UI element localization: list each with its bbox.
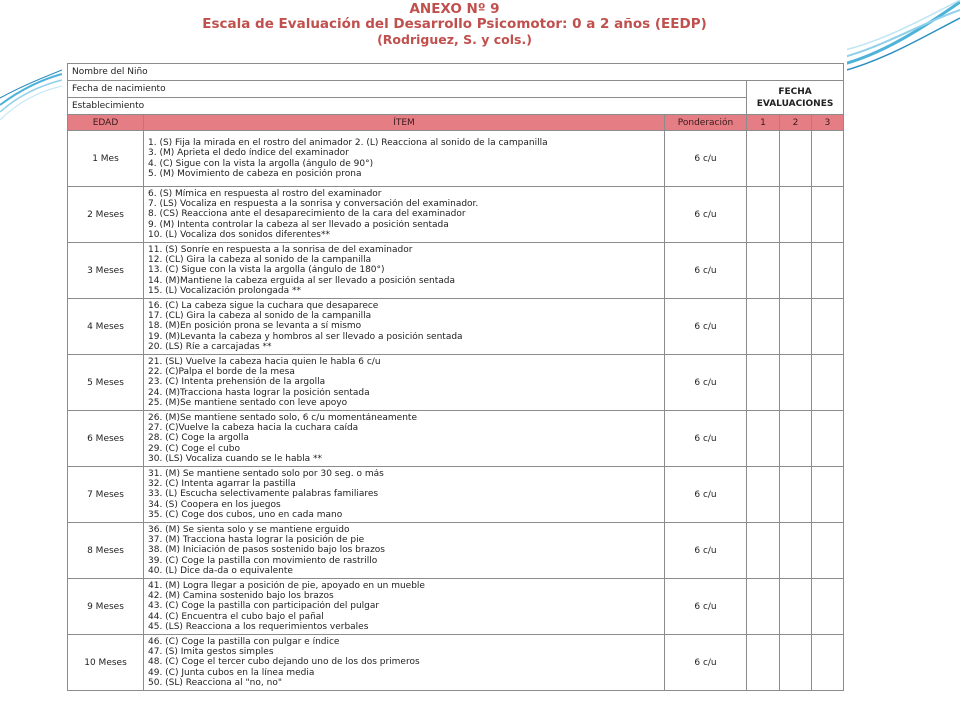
- annex-title: ANEXO Nº 9: [409, 1, 500, 17]
- list-item: 35. (C) Coge dos cubos, uno en cada mano: [148, 509, 343, 520]
- column-header-eval-2: 2: [780, 115, 812, 131]
- age-cell: 4 Meses: [68, 299, 144, 355]
- column-header-eval-1: 1: [747, 115, 780, 131]
- list-item: 26. (M)Se mantiene sentado solo, 6 c/u momentáneamente: [148, 412, 417, 423]
- items-cell: [144, 635, 665, 691]
- age-cell: 6 Meses: [68, 411, 144, 467]
- swoosh-decoration-right: [840, 0, 960, 80]
- evaluation-cell-1[interactable]: [747, 579, 780, 635]
- list-item: 45. (LS) Reacciona a los requerimientos verbales: [148, 621, 369, 632]
- list-item: 13. (C) Sigue con la vista la argolla (ángulo de 180°): [148, 265, 385, 276]
- items-cell: [144, 467, 665, 523]
- list-item: 10. (L) Vocaliza dos sonidos diferentes**: [148, 229, 330, 240]
- evaluation-cell-3[interactable]: [812, 579, 844, 635]
- list-item: 48. (C) Coge el tercer cubo dejando uno de los dos primeros: [148, 657, 420, 668]
- info-row-fecha: [68, 81, 844, 98]
- ponderacion-cell: 6 c/u: [665, 131, 747, 187]
- evaluation-cell-1[interactable]: [747, 467, 780, 523]
- table-row: [68, 635, 844, 691]
- column-header-row: [68, 115, 844, 131]
- evaluation-cell-2[interactable]: [780, 411, 812, 467]
- evaluation-cell-2[interactable]: [780, 131, 812, 187]
- document-header: [62, 0, 847, 60]
- column-header-item: ÍTEM: [144, 115, 665, 131]
- list-item: 9. (M) Intenta controlar la cabeza al ser llevado a posición sentada: [148, 219, 449, 230]
- list-item: 41. (M) Logra llegar a posición de pie, apoyado en un mueble: [148, 580, 425, 591]
- items-cell: [144, 243, 665, 299]
- evaluation-cell-2[interactable]: [780, 523, 812, 579]
- table-row: [68, 355, 844, 411]
- list-item: 12. (CL) Gira la cabeza al sonido de la campanilla: [148, 255, 372, 266]
- evaluation-cell-2[interactable]: [780, 299, 812, 355]
- list-item: 50. (SL) Reacciona al "no, no": [148, 677, 282, 688]
- evaluation-cell-1[interactable]: [747, 187, 780, 243]
- swoosh-decoration-left: [0, 0, 70, 130]
- evaluation-cell-3[interactable]: [812, 411, 844, 467]
- list-item: 5. (M) Movimiento de cabeza en posición prona: [148, 168, 362, 179]
- ponderacion-cell: 6 c/u: [665, 187, 747, 243]
- list-item: 31. (M) Se mantiene sentado solo por 30 seg. o más: [148, 468, 384, 479]
- evaluation-cell-1[interactable]: [747, 411, 780, 467]
- list-item: 15. (L) Vocalización prolongada **: [148, 285, 302, 296]
- list-item: 17. (CL) Gira la cabeza al sonido de la campanilla: [148, 311, 372, 322]
- fecha-evaluaciones-header: [747, 81, 844, 115]
- ponderacion-cell: 6 c/u: [665, 635, 747, 691]
- column-header-ponderacion: Ponderación: [665, 115, 747, 131]
- list-item: 42. (M) Camina sostenido bajo los brazos: [148, 591, 334, 602]
- list-item: 25. (M)Se mantiene sentado con leve apoyo: [148, 397, 348, 408]
- list-item: 37. (M) Tracciona hasta lograr la posición de pie: [148, 535, 365, 546]
- evaluation-cell-3[interactable]: [812, 467, 844, 523]
- info-row-nombre: [68, 64, 844, 81]
- list-item: 19. (M)Levanta la cabeza y hombros al ser llevado a posición sentada: [148, 331, 463, 342]
- list-item: 47. (S) Imita gestos simples: [148, 647, 274, 658]
- list-item: 22. (C)Palpa el borde de la mesa: [148, 367, 295, 378]
- fecha-nacimiento-label: Fecha de nacimiento: [68, 81, 747, 98]
- age-cell: 9 Meses: [68, 579, 144, 635]
- table-row: [68, 579, 844, 635]
- table-row: [68, 187, 844, 243]
- evaluation-cell-2[interactable]: [780, 635, 812, 691]
- list-item: 11. (S) Sonríe en respuesta a la sonrisa de del examinador: [148, 244, 413, 255]
- evaluation-cell-3[interactable]: [812, 187, 844, 243]
- table-row: [68, 299, 844, 355]
- list-item: 23. (C) Intenta prehensión de la argolla: [148, 377, 326, 388]
- evaluation-cell-1[interactable]: [747, 131, 780, 187]
- items-cell: [144, 299, 665, 355]
- list-item: 30. (LS) Vocaliza cuando se le habla **: [148, 453, 323, 464]
- ponderacion-cell: 6 c/u: [665, 467, 747, 523]
- evaluation-cell-2[interactable]: [780, 467, 812, 523]
- table-row: [68, 523, 844, 579]
- list-item: 8. (CS) Reacciona ante el desaparecimiento de la cara del examinador: [148, 209, 466, 220]
- list-item: 29. (C) Coge el cubo: [148, 443, 241, 454]
- items-cell: [144, 131, 665, 187]
- scale-title: Escala de Evaluación del Desarrollo Psicomotor: 0 a 2 años (EEDP): [202, 16, 707, 32]
- list-item: 28. (C) Coge la argolla: [148, 433, 249, 444]
- fecha-evaluaciones-line1: FECHA: [778, 86, 812, 97]
- list-item: 49. (C) Junta cubos en la línea media: [148, 667, 315, 678]
- evaluation-cell-1[interactable]: [747, 523, 780, 579]
- document-sheet: [62, 0, 847, 720]
- list-item: 32. (C) Intenta agarrar la pastilla: [148, 479, 296, 490]
- evaluation-cell-3[interactable]: [812, 243, 844, 299]
- evaluation-cell-3[interactable]: [812, 635, 844, 691]
- items-cell: [144, 187, 665, 243]
- list-item: 6. (S) Mímica en respuesta al rostro del examinador: [148, 188, 382, 199]
- list-item: 24. (M)Tracciona hasta lograr la posición sentada: [148, 387, 370, 398]
- list-item: 33. (L) Escucha selectivamente palabras familiares: [148, 489, 379, 500]
- list-item: 34. (S) Coopera en los juegos: [148, 499, 281, 510]
- age-groups: [68, 131, 844, 691]
- ponderacion-cell: 6 c/u: [665, 523, 747, 579]
- ponderacion-cell: 6 c/u: [665, 579, 747, 635]
- list-item: 36. (M) Se sienta solo y se mantiene erguido: [148, 524, 350, 535]
- list-item: 43. (C) Coge la pastilla con participación del pulgar: [148, 601, 380, 612]
- ponderacion-cell: 6 c/u: [665, 355, 747, 411]
- list-item: 3. (M) Aprieta el dedo índice del examinador: [148, 148, 349, 159]
- evaluation-cell-3[interactable]: [812, 131, 844, 187]
- column-header-eval-3: 3: [812, 115, 844, 131]
- evaluation-cell-2[interactable]: [780, 355, 812, 411]
- list-item: 4. (C) Sigue con la vista la argolla (ángulo de 90°): [148, 158, 374, 169]
- age-cell: 7 Meses: [68, 467, 144, 523]
- list-item: 16. (C) La cabeza sigue la cuchara que desaparece: [148, 300, 379, 311]
- list-item: 39. (C) Coge la pastilla con movimiento de rastrillo: [148, 555, 378, 566]
- table-row: [68, 411, 844, 467]
- ponderacion-cell: 6 c/u: [665, 243, 747, 299]
- evaluation-cell-3[interactable]: [812, 523, 844, 579]
- evaluation-cell-1[interactable]: [747, 243, 780, 299]
- age-cell: 8 Meses: [68, 523, 144, 579]
- evaluation-cell-1[interactable]: [747, 355, 780, 411]
- establecimiento-label: Establecimiento: [68, 98, 747, 115]
- list-item: 14. (M)Mantiene la cabeza erguida al ser llevado a posición sentada: [148, 275, 456, 286]
- evaluation-cell-3[interactable]: [812, 299, 844, 355]
- age-cell: 10 Meses: [68, 635, 144, 691]
- age-cell: 2 Meses: [68, 187, 144, 243]
- items-cell: [144, 355, 665, 411]
- list-item: 27. (C)Vuelve la cabeza hacia la cuchara caída: [148, 423, 359, 434]
- items-cell: [144, 523, 665, 579]
- table-row: [68, 131, 844, 187]
- list-item: 46. (C) Coge la pastilla con pulgar e índice: [148, 636, 340, 647]
- list-item: 7. (LS) Vocaliza en respuesta a la sonrisa y conversación del examinador.: [148, 199, 479, 210]
- evaluation-cell-2[interactable]: [780, 187, 812, 243]
- list-item: 44. (C) Encuentra el cubo bajo el pañal: [148, 611, 324, 622]
- ponderacion-cell: 6 c/u: [665, 299, 747, 355]
- list-item: 20. (LS) Ríe a carcajadas **: [148, 341, 272, 352]
- fecha-evaluaciones-line2: EVALUACIONES: [756, 98, 834, 109]
- evaluation-table: [67, 63, 844, 691]
- evaluation-cell-1[interactable]: [747, 635, 780, 691]
- authors: (Rodriguez, S. y cols.): [377, 32, 532, 47]
- items-cell: [144, 579, 665, 635]
- list-item: 1. (S) Fija la mirada en el rostro del animador 2. (L) Reacciona al sonido de la campanilla: [148, 137, 548, 148]
- evaluation-cell-2[interactable]: [780, 243, 812, 299]
- evaluation-cell-3[interactable]: [812, 355, 844, 411]
- evaluation-cell-1[interactable]: [747, 299, 780, 355]
- age-cell: 3 Meses: [68, 243, 144, 299]
- info-row-establecimiento: [68, 98, 844, 115]
- list-item: 21. (SL) Vuelve la cabeza hacia quien le habla 6 c/u: [148, 356, 381, 367]
- nombre-label: Nombre del Niño: [68, 64, 844, 81]
- ponderacion-cell: 6 c/u: [665, 411, 747, 467]
- age-cell: 5 Meses: [68, 355, 144, 411]
- table-row: [68, 243, 844, 299]
- list-item: 18. (M)En posición prona se levanta a sí mismo: [148, 321, 362, 332]
- age-cell: 1 Mes: [68, 131, 144, 187]
- evaluation-cell-2[interactable]: [780, 579, 812, 635]
- list-item: 38. (M) Iniciación de pasos sostenido bajo los brazos: [148, 545, 385, 556]
- table-row: [68, 467, 844, 523]
- column-header-edad: EDAD: [68, 115, 144, 131]
- list-item: 40. (L) Dice da-da o equivalente: [148, 565, 293, 576]
- items-cell: [144, 411, 665, 467]
